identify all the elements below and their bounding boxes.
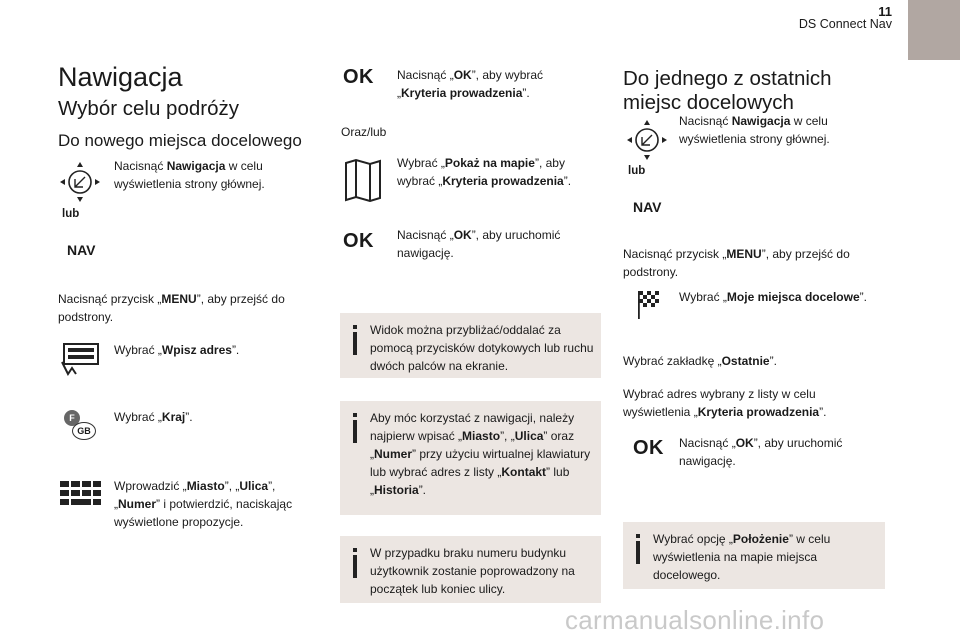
step-enter-text: Wprowadzić „Miasto”, „Ulica”, „Numer” i potwierdzić, naciskając wyświetlone propozycje.: [114, 479, 293, 529]
info-box-number: [340, 536, 601, 603]
step-ok2-text: Nacisnąć „OK”, aby uruchomić nawigację.: [397, 228, 561, 260]
step-ok1-text: Nacisnąć „OK”, aby wybrać „Kryteria prowadzenia”.: [397, 68, 544, 100]
page-title: Nawigacja: [58, 62, 183, 92]
navigation-joystick-icon-2: [625, 116, 669, 164]
ok-button-icon-3: OK: [633, 437, 664, 459]
info-icon: [352, 325, 370, 355]
info-position-text: Wybrać opcję „Położenie” w celu wyświetlenia na mapie miejsca docelowego.: [653, 532, 831, 582]
or-label: lub: [62, 208, 80, 220]
and-or-label: Oraz/lub: [341, 125, 387, 139]
info-zoom-text: Widok można przybliżać/oddalać za pomocą przycisków dotykowych lub ruchu dwóch palców na ekranie.: [370, 323, 594, 373]
recent-menu-text: Nacisnąć przycisk „MENU”, aby przejść do podstrony.: [623, 247, 850, 279]
checkered-flag-icon: [636, 290, 660, 320]
menu-text: Nacisnąć przycisk „MENU”, aby przejść do podstrony.: [58, 292, 285, 324]
country-flag-icon: [62, 410, 100, 440]
info-box-address: [340, 401, 601, 515]
info-box-position: [623, 522, 885, 589]
watermark: carmanualsonline.info: [565, 605, 825, 635]
section-heading: Do nowego miejsca docelowego: [58, 131, 302, 150]
recent-step-nav-text: Nacisnąć Nawigacja w celu wyświetlenia strony głównej.: [679, 114, 830, 146]
address-entry-icon: [60, 342, 100, 376]
info-icon: [352, 413, 370, 443]
step-map-text: Wybrać „Pokaż na mapie”, aby wybrać „Kryteria prowadzenia”.: [397, 156, 572, 188]
section-name: DS Connect Nav: [798, 17, 892, 31]
recent-step-places-text: Wybrać „Moje miejsca docelowe”.: [679, 290, 867, 304]
keyboard-icon: [58, 480, 102, 510]
nav-button-icon: NAV: [67, 242, 96, 258]
page-number: 11: [878, 4, 892, 19]
ok-button-icon-2: OK: [343, 230, 374, 252]
info-number-text: W przypadku braku numeru budynku użytkownik zostanie poprowadzony na początek lub koniec ulicy.: [370, 546, 575, 596]
or-label-2: lub: [628, 165, 646, 177]
recent-tab-text: Wybrać zakładkę „Ostatnie”.: [623, 354, 777, 368]
ok-button-icon: OK: [343, 66, 374, 88]
step-country-text: Wybrać „Kraj”.: [114, 410, 193, 424]
recent-heading: Do jednego z ostatnich miejsc docelowych: [623, 67, 832, 114]
step-nav-text: Nacisnąć Nawigacja w celu wyświetlenia strony głównej.: [114, 159, 265, 191]
recent-list-text: Wybrać adres wybrany z listy w celu wyświetlenia „Kryteria prowadzenia”.: [623, 387, 827, 419]
step-address-text: Wybrać „Wpisz adres”.: [114, 343, 240, 357]
info-address-text: Aby móc korzystać z nawigacji, należy najpierw wpisać „Miasto”, „Ulica” oraz „Numer” przy użyciu wirtualnej klawiatury lub wybrać adres z listy „Kontakt” lub „Historia”.: [370, 411, 591, 497]
info-icon: [635, 534, 653, 564]
navigation-joystick-icon: [58, 158, 102, 206]
subtitle: Wybór celu podróży: [58, 97, 239, 120]
country-f-badge: F: [64, 410, 80, 426]
info-box-zoom: [340, 313, 601, 378]
country-gb-badge: GB: [72, 422, 96, 440]
nav-button-icon-2: NAV: [633, 199, 662, 215]
info-icon: [352, 548, 370, 578]
map-icon: [343, 158, 383, 202]
section-tab: [908, 0, 960, 60]
recent-step-ok-text: Nacisnąć „OK”, aby uruchomić nawigację.: [679, 436, 843, 468]
